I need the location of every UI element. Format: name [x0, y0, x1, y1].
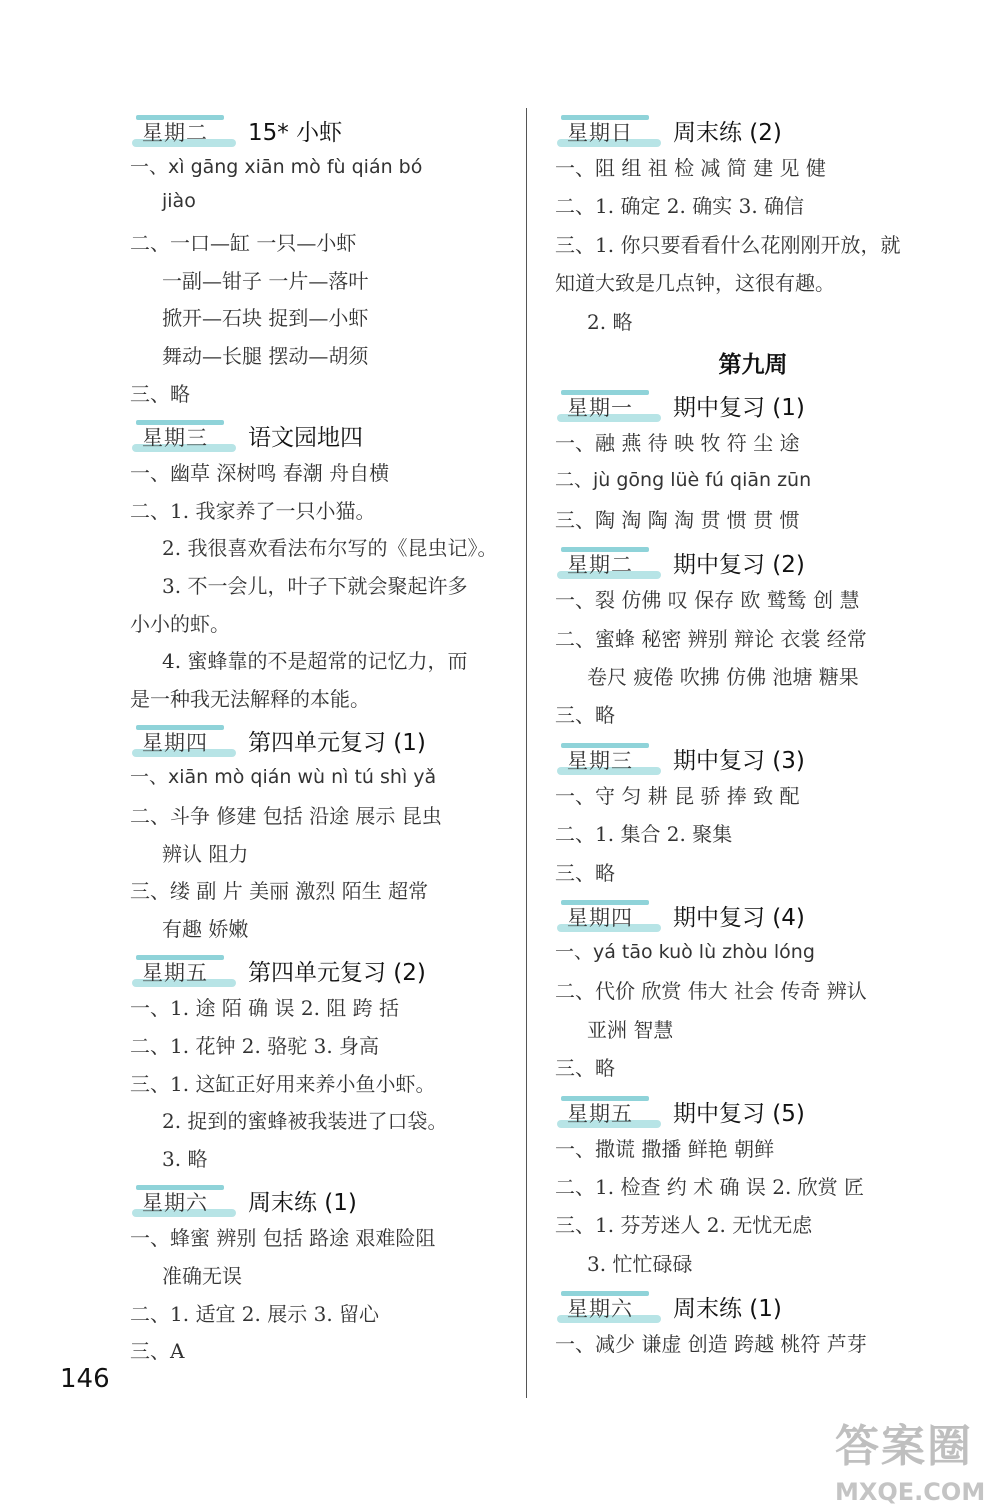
answer-line: 卷尺 疲倦 吹拂 仿佛 池塘 糖果 — [587, 665, 859, 689]
pinyin-answer-line: 一、xiān mò qián wù nì tú shì yǎ — [130, 766, 437, 789]
answer-line: 小小的虾。 — [130, 611, 230, 636]
answer-line: 二、代价 欣赏 伟大 社会 传奇 辨认 — [555, 979, 867, 1004]
answer-line: 二、1. 我家养了一只小猫。 — [130, 498, 376, 523]
answer-line: 二、斗争 修建 包括 沿途 展示 昆虫 — [130, 804, 442, 828]
answer-line: 一、蜂蜜 辨别 包括 路途 艰难险阻 — [130, 1226, 436, 1251]
watermark-site: MXQE.COM — [835, 1478, 986, 1506]
answer-line: 三、略 — [555, 860, 615, 885]
answer-line: 有趣 娇嫩 — [162, 916, 249, 941]
answer-line: 一、1. 途 陌 确 误 2. 阻 跨 括 — [130, 996, 400, 1021]
answer-line: 三、1. 这缸正好用来养小鱼小虾。 — [130, 1071, 436, 1096]
section-header — [553, 1286, 953, 1330]
answer-line: 一、守 匀 耕 昆 骄 捧 致 配 — [555, 783, 800, 808]
day-label: 星期五 — [567, 1101, 633, 1126]
answer-line: 三、略 — [555, 1056, 615, 1081]
answer-line: 是一种我无法解释的本能。 — [130, 686, 370, 711]
section-title: 期中复习 (1) — [673, 395, 805, 421]
answer-line: 一、阻 组 祖 检 减 简 建 见 健 — [555, 156, 826, 180]
answer-line: 二、1. 适宜 2. 展示 3. 留心 — [130, 1301, 380, 1326]
answer-line: 三、陶 淘 陶 淘 贯 惯 贯 惯 — [555, 507, 800, 532]
answer-line: 一、减少 谦虚 创造 跨越 桃符 芦芽 — [555, 1332, 867, 1357]
day-label: 星期二 — [142, 121, 208, 145]
section-title: 语文园地四 — [248, 425, 363, 452]
day-label: 星期四 — [142, 731, 208, 756]
answer-line: 三、A — [130, 1339, 185, 1364]
answer-line: 二、蜜蜂 秘密 辨别 辩论 衣裳 经常 — [555, 626, 867, 651]
section-title: 周末练 (2) — [673, 120, 782, 146]
section-title: 周末练 (1) — [673, 1296, 782, 1323]
day-badge — [557, 743, 661, 773]
answer-line: 三、1. 芬芳迷人 2. 无忧无虑 — [555, 1213, 813, 1238]
section-header — [553, 385, 953, 429]
day-badge — [132, 725, 236, 755]
section-header — [553, 110, 953, 154]
day-label: 星期四 — [567, 906, 633, 930]
answer-line: 亚洲 智慧 — [587, 1017, 674, 1042]
day-badge — [557, 115, 661, 145]
answer-line: 一副—钳子 一片—落叶 — [162, 268, 369, 293]
answer-line: 2. 略 — [587, 309, 633, 334]
day-label: 星期六 — [567, 1297, 633, 1322]
section-header — [128, 720, 528, 764]
watermark-stamp: 答案圈 — [835, 1421, 973, 1472]
section-title: 期中复习 (2) — [673, 552, 805, 579]
answer-line: 一、裂 仿佛 叹 保存 欧 鹫鸶 创 慧 — [555, 588, 860, 613]
pinyin-answer-line: 二、jù gōng lüè fú qiān zūn — [555, 469, 812, 492]
day-label: 星期一 — [567, 396, 633, 420]
day-badge — [557, 900, 661, 930]
answer-line: 三、略 — [130, 381, 190, 406]
section-title: 期中复习 (4) — [673, 905, 805, 931]
day-label: 星期五 — [142, 961, 208, 986]
section-header — [553, 542, 953, 586]
answer-line: 二、一口—缸 一只—小虾 — [130, 231, 357, 256]
day-label: 星期六 — [142, 1191, 208, 1216]
day-badge — [557, 1096, 661, 1126]
section-title: 第四单元复习 (1) — [248, 730, 426, 757]
answer-line: 二、1. 确定 2. 确实 3. 确信 — [555, 194, 805, 219]
day-label: 星期日 — [567, 121, 633, 145]
section-header — [128, 950, 528, 994]
section-title: 15* 小虾 — [248, 120, 343, 146]
answer-line: 三、1. 你只要看看什么花刚刚开放，就 — [555, 232, 901, 257]
section-header — [553, 738, 953, 782]
day-badge — [132, 955, 236, 985]
day-label: 星期二 — [567, 553, 633, 578]
answer-line: 二、1. 集合 2. 聚集 — [555, 822, 733, 847]
day-badge — [557, 390, 661, 420]
answer-line: 舞动—长腿 摆动—胡须 — [162, 344, 369, 368]
answer-line: 知道大致是几点钟，这很有趣。 — [555, 271, 835, 296]
section-title: 期中复习 (3) — [673, 747, 805, 774]
answer-line: 一、融 燕 待 映 牧 符 尘 途 — [555, 431, 800, 455]
day-badge — [557, 1291, 661, 1321]
day-badge — [557, 547, 661, 577]
section-title: 第四单元复习 (2) — [248, 960, 426, 987]
pinyin-answer-line: 一、yá tāo kuò lù zhòu lóng — [555, 941, 815, 963]
answer-line: 掀开—石块 捉到—小虾 — [162, 306, 369, 331]
section-header — [553, 895, 953, 939]
pinyin-answer-line: jiào — [162, 189, 196, 212]
day-label: 星期三 — [142, 426, 208, 451]
answer-line: 2. 捉到的蜜蜂被我装进了口袋。 — [162, 1109, 448, 1134]
answer-line: 辨认 阻力 — [162, 841, 249, 866]
page-number: 146 — [60, 1364, 110, 1394]
answer-line: 一、撒谎 撒播 鲜艳 朝鲜 — [555, 1136, 775, 1161]
answer-line: 二、1. 花钟 2. 骆驼 3. 身高 — [130, 1034, 380, 1058]
section-header — [128, 110, 528, 154]
day-badge — [132, 420, 236, 450]
answer-line: 一、幽草 深树鸣 春潮 舟自横 — [130, 461, 390, 486]
day-badge — [132, 1185, 236, 1215]
section-title: 周末练 (1) — [248, 1190, 357, 1217]
week-title: 第九周 — [718, 352, 788, 378]
answer-line: 准确无误 — [162, 1264, 242, 1288]
answer-line: 三、缕 副 片 美丽 激烈 陌生 超常 — [130, 879, 429, 904]
pinyin-answer-line: 一、xì gāng xiān mò fù qián bó — [130, 156, 423, 178]
answer-line: 4. 蜜蜂靠的不是超常的记忆力，而 — [162, 649, 468, 674]
section-header — [128, 415, 528, 459]
answer-line: 3. 略 — [162, 1146, 208, 1171]
day-label: 星期三 — [567, 748, 633, 773]
answer-line: 二、1. 检查 约 术 确 误 2. 欣赏 匠 — [555, 1175, 865, 1199]
answer-line: 三、略 — [555, 703, 615, 728]
section-header — [553, 1091, 953, 1135]
section-header — [128, 1180, 528, 1224]
answer-line: 2. 我很喜欢看法布尔写的《昆虫记》。 — [162, 536, 498, 561]
watermark-logo — [835, 1418, 990, 1506]
day-badge — [132, 115, 236, 145]
section-title: 期中复习 (5) — [673, 1100, 805, 1127]
answer-line: 3. 忙忙碌碌 — [587, 1251, 693, 1276]
answer-line: 3. 不一会儿，叶子下就会聚起许多 — [162, 574, 468, 598]
